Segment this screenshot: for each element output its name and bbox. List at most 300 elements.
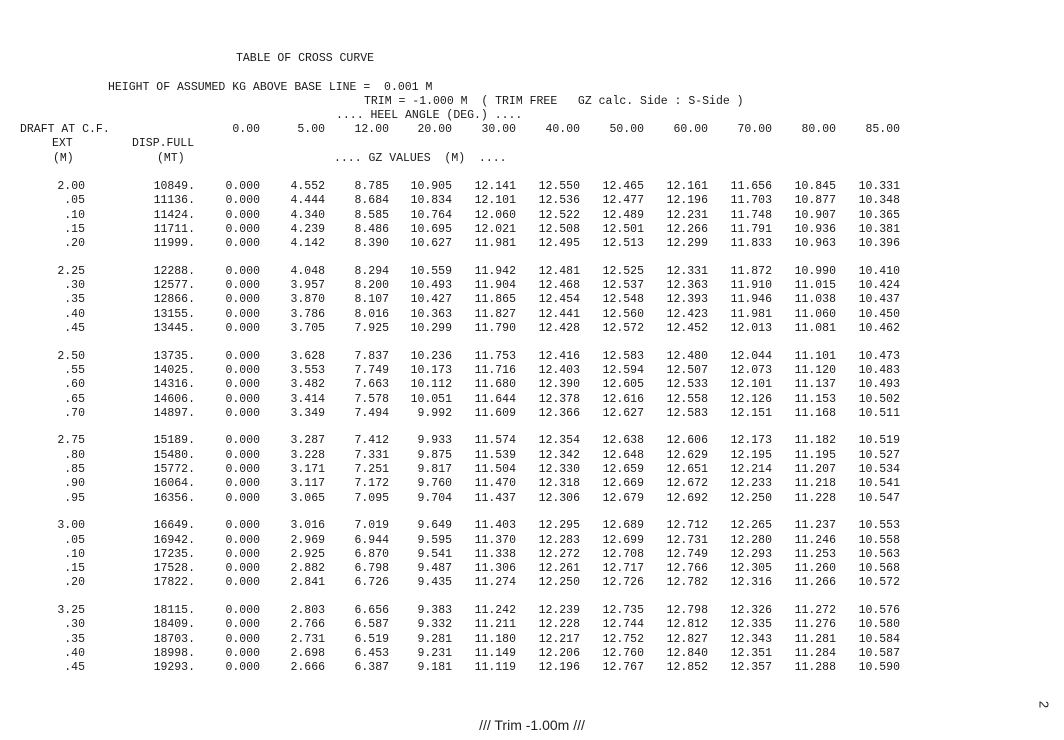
gz-40-cell: 12.228 <box>538 618 580 632</box>
gz-30-cell: 11.716 <box>474 363 516 377</box>
gz-5-cell: 2.766 <box>290 618 325 632</box>
gz-20-cell: 9.817 <box>417 463 452 476</box>
gz-30-cell: 11.274 <box>474 576 516 590</box>
gz-40-cell: 12.390 <box>538 378 580 392</box>
gz-70-cell: 12.173 <box>730 434 772 448</box>
disp-cell: 14897. <box>153 406 195 420</box>
gz-30-cell: 11.904 <box>474 279 516 293</box>
gz-5-cell: 2.698 <box>290 646 325 660</box>
disp-cell: 16942. <box>153 533 195 547</box>
draft-cell: .10 <box>64 547 85 561</box>
gz-0-cell: 0.000 <box>225 618 260 632</box>
gz-0-cell: 0.000 <box>225 322 260 335</box>
gz-60-cell: 12.782 <box>666 576 708 590</box>
gz-30-cell: 11.680 <box>474 378 516 392</box>
gz-85-cell: 10.590 <box>858 661 900 675</box>
gz-30-cell: 11.609 <box>474 406 516 420</box>
gz-0-cell: 0.000 <box>225 264 260 278</box>
gz-85-cell: 10.483 <box>858 363 900 377</box>
gz-12-cell: 6.519 <box>354 632 389 646</box>
gz-50-cell: 12.708 <box>602 547 644 561</box>
gz-40-cell: 12.206 <box>538 646 580 660</box>
draft-cell: .65 <box>64 392 85 406</box>
gz-70-cell: 11.946 <box>730 293 772 307</box>
gz-40-cell: 12.318 <box>538 477 580 491</box>
gz-20-cell: 9.992 <box>417 406 452 420</box>
heel-angle-80-00: 80.00 <box>801 123 836 136</box>
gz-80-cell: 10.845 <box>794 180 836 193</box>
gz-12-cell: 7.837 <box>354 349 389 363</box>
gz-85-cell: 10.437 <box>858 293 900 307</box>
gz-70-cell: 12.293 <box>730 547 772 561</box>
gz-0-cell: 0.000 <box>225 562 260 576</box>
gz-12-cell: 8.585 <box>354 208 389 222</box>
disp-cell: 18409. <box>153 618 195 632</box>
gz-30-cell: 11.180 <box>474 632 516 646</box>
gz-20-cell: 9.487 <box>417 562 452 576</box>
heel-angle-0-00: 0.00 <box>232 123 260 136</box>
draft-cell: .35 <box>64 632 85 646</box>
gz-50-cell: 12.627 <box>602 406 644 420</box>
heel-angle-50-00: 50.00 <box>609 123 644 136</box>
draft-cell: .20 <box>64 237 85 251</box>
gz-85-cell: 10.424 <box>858 279 900 293</box>
gz-5-cell: 3.628 <box>290 349 325 363</box>
heel-angle-5-00: 5.00 <box>297 123 325 136</box>
gz-60-cell: 12.231 <box>666 208 708 222</box>
gz-60-cell: 12.606 <box>666 434 708 448</box>
gz-85-cell: 10.348 <box>858 194 900 208</box>
gz-12-cell: 6.387 <box>354 661 389 675</box>
draft-cell: 2.50 <box>57 349 85 363</box>
gz-40-cell: 12.239 <box>538 604 580 617</box>
gz-5-cell: 3.705 <box>290 322 325 335</box>
gz-5-cell: 4.340 <box>290 208 325 222</box>
gz-12-cell: 6.944 <box>354 533 389 547</box>
gz-70-cell: 12.073 <box>730 363 772 377</box>
gz-85-cell: 10.576 <box>858 604 900 617</box>
gz-5-cell: 3.786 <box>290 307 325 321</box>
gz-50-cell: 12.648 <box>602 448 644 462</box>
gz-0-cell: 0.000 <box>225 646 260 660</box>
gz-60-cell: 12.852 <box>666 661 708 675</box>
gz-85-cell: 10.381 <box>858 222 900 236</box>
gz-85-cell: 10.553 <box>858 519 900 533</box>
gz-values-label: .... GZ VALUES (M) .... <box>334 152 507 165</box>
gz-70-cell: 12.013 <box>730 322 772 335</box>
disp-cell: 18998. <box>153 646 195 660</box>
gz-60-cell: 12.423 <box>666 307 708 321</box>
draft-cell: 3.25 <box>57 604 85 617</box>
gz-85-cell: 10.493 <box>858 378 900 392</box>
gz-20-cell: 10.051 <box>410 392 452 406</box>
gz-80-cell: 11.284 <box>794 646 836 660</box>
gz-80-cell: 11.266 <box>794 576 836 590</box>
gz-0-cell: 0.000 <box>225 491 260 505</box>
gz-85-cell: 10.572 <box>858 576 900 590</box>
gz-70-cell: 12.357 <box>730 661 772 675</box>
gz-12-cell: 7.412 <box>354 434 389 448</box>
gz-12-cell: 6.798 <box>354 562 389 576</box>
heel-angle-70-00: 70.00 <box>737 123 772 136</box>
draft-cell: .40 <box>64 307 85 321</box>
heel-angle-12-00: 12.00 <box>354 123 389 136</box>
gz-5-cell: 2.731 <box>290 632 325 646</box>
gz-5-cell: 2.969 <box>290 533 325 547</box>
gz-85-cell: 10.331 <box>858 180 900 193</box>
gz-40-cell: 12.272 <box>538 547 580 561</box>
gz-30-cell: 11.306 <box>474 562 516 576</box>
gz-60-cell: 12.480 <box>666 349 708 363</box>
gz-70-cell: 11.910 <box>730 279 772 293</box>
gz-20-cell: 10.363 <box>410 307 452 321</box>
gz-80-cell: 11.246 <box>794 533 836 547</box>
disp-cell: 11711. <box>153 222 195 236</box>
draft-label: DRAFT AT C.F. <box>20 123 110 136</box>
gz-30-cell: 11.827 <box>474 307 516 321</box>
gz-60-cell: 12.731 <box>666 533 708 547</box>
gz-12-cell: 6.587 <box>354 618 389 632</box>
gz-85-cell: 10.519 <box>858 434 900 448</box>
gz-40-cell: 12.330 <box>538 463 580 476</box>
gz-5-cell: 3.228 <box>290 448 325 462</box>
gz-50-cell: 12.605 <box>602 378 644 392</box>
disp-cell: 12288. <box>153 264 195 278</box>
gz-50-cell: 12.537 <box>602 279 644 293</box>
gz-80-cell: 11.281 <box>794 632 836 646</box>
draft-cell: 2.00 <box>57 180 85 193</box>
gz-5-cell: 3.349 <box>290 406 325 420</box>
disp-cell: 17528. <box>153 562 195 576</box>
gz-30-cell: 11.470 <box>474 477 516 491</box>
gz-30-cell: 11.865 <box>474 293 516 307</box>
gz-0-cell: 0.000 <box>225 477 260 491</box>
gz-12-cell: 7.925 <box>354 322 389 335</box>
gz-12-cell: 8.785 <box>354 180 389 193</box>
gz-80-cell: 11.228 <box>794 491 836 505</box>
gz-12-cell: 8.294 <box>354 264 389 278</box>
gz-40-cell: 12.403 <box>538 363 580 377</box>
gz-20-cell: 9.649 <box>417 519 452 533</box>
gz-60-cell: 12.331 <box>666 264 708 278</box>
gz-0-cell: 0.000 <box>225 434 260 448</box>
gz-70-cell: 12.195 <box>730 448 772 462</box>
gz-0-cell: 0.000 <box>225 519 260 533</box>
gz-30-cell: 12.101 <box>474 194 516 208</box>
gz-0-cell: 0.000 <box>225 576 260 590</box>
gz-30-cell: 11.242 <box>474 604 516 617</box>
gz-5-cell: 2.882 <box>290 562 325 576</box>
disp-cell: 15772. <box>153 463 195 476</box>
gz-85-cell: 10.558 <box>858 533 900 547</box>
gz-20-cell: 9.875 <box>417 448 452 462</box>
gz-70-cell: 12.280 <box>730 533 772 547</box>
gz-5-cell: 2.925 <box>290 547 325 561</box>
gz-80-cell: 11.260 <box>794 562 836 576</box>
gz-85-cell: 10.584 <box>858 632 900 646</box>
disp-cell: 15480. <box>153 448 195 462</box>
gz-50-cell: 12.572 <box>602 322 644 335</box>
gz-60-cell: 12.583 <box>666 406 708 420</box>
gz-20-cell: 9.760 <box>417 477 452 491</box>
gz-5-cell: 3.287 <box>290 434 325 448</box>
gz-12-cell: 7.749 <box>354 363 389 377</box>
gz-40-cell: 12.354 <box>538 434 580 448</box>
gz-12-cell: 8.486 <box>354 222 389 236</box>
disp-cell: 19293. <box>153 661 195 675</box>
heel-angle-30-00: 30.00 <box>481 123 516 136</box>
gz-70-cell: 11.748 <box>730 208 772 222</box>
trim-line: TRIM = -1.000 M ( TRIM FREE GZ calc. Side : S-Side ) <box>364 95 744 108</box>
gz-30-cell: 11.790 <box>474 322 516 335</box>
gz-30-cell: 11.149 <box>474 646 516 660</box>
gz-30-cell: 11.942 <box>474 264 516 278</box>
gz-0-cell: 0.000 <box>225 463 260 476</box>
draft-cell: 2.75 <box>57 434 85 448</box>
gz-80-cell: 10.963 <box>794 237 836 251</box>
gz-12-cell: 7.095 <box>354 491 389 505</box>
gz-50-cell: 12.735 <box>602 604 644 617</box>
gz-80-cell: 11.081 <box>794 322 836 335</box>
disp-cell: 13445. <box>153 322 195 335</box>
gz-50-cell: 12.513 <box>602 237 644 251</box>
gz-0-cell: 0.000 <box>225 222 260 236</box>
draft-cell: .35 <box>64 293 85 307</box>
gz-40-cell: 12.378 <box>538 392 580 406</box>
heel-angle-header: .... HEEL ANGLE (DEG.) .... <box>336 109 523 122</box>
gz-40-cell: 12.283 <box>538 533 580 547</box>
gz-50-cell: 12.767 <box>602 661 644 675</box>
gz-60-cell: 12.651 <box>666 463 708 476</box>
gz-20-cell: 9.181 <box>417 661 452 675</box>
gz-5-cell: 3.870 <box>290 293 325 307</box>
gz-85-cell: 10.450 <box>858 307 900 321</box>
gz-80-cell: 11.137 <box>794 378 836 392</box>
gz-12-cell: 8.107 <box>354 293 389 307</box>
gz-70-cell: 12.265 <box>730 519 772 533</box>
disp-cell: 14025. <box>153 363 195 377</box>
gz-40-cell: 12.261 <box>538 562 580 576</box>
gz-0-cell: 0.000 <box>225 349 260 363</box>
gz-70-cell: 11.791 <box>730 222 772 236</box>
gz-80-cell: 11.207 <box>794 463 836 476</box>
gz-70-cell: 12.305 <box>730 562 772 576</box>
disp-cell: 17822. <box>153 576 195 590</box>
gz-60-cell: 12.812 <box>666 618 708 632</box>
gz-80-cell: 11.272 <box>794 604 836 617</box>
gz-30-cell: 12.060 <box>474 208 516 222</box>
disp-cell: 14316. <box>153 378 195 392</box>
gz-20-cell: 9.332 <box>417 618 452 632</box>
gz-50-cell: 12.525 <box>602 264 644 278</box>
gz-70-cell: 12.316 <box>730 576 772 590</box>
gz-70-cell: 12.044 <box>730 349 772 363</box>
draft-cell: .15 <box>64 222 85 236</box>
draft-cell: .90 <box>64 477 85 491</box>
disp-cell: 17235. <box>153 547 195 561</box>
gz-40-cell: 12.495 <box>538 237 580 251</box>
gz-5-cell: 4.239 <box>290 222 325 236</box>
gz-12-cell: 6.726 <box>354 576 389 590</box>
gz-50-cell: 12.594 <box>602 363 644 377</box>
gz-12-cell: 7.494 <box>354 406 389 420</box>
gz-70-cell: 11.981 <box>730 307 772 321</box>
gz-20-cell: 9.435 <box>417 576 452 590</box>
kg-height-line: HEIGHT OF ASSUMED KG ABOVE BASE LINE = 0.001 M <box>108 81 433 94</box>
gz-70-cell: 12.214 <box>730 463 772 476</box>
gz-20-cell: 9.704 <box>417 491 452 505</box>
gz-0-cell: 0.000 <box>225 208 260 222</box>
gz-80-cell: 11.060 <box>794 307 836 321</box>
gz-5-cell: 3.117 <box>290 477 325 491</box>
gz-40-cell: 12.295 <box>538 519 580 533</box>
gz-40-cell: 12.508 <box>538 222 580 236</box>
gz-40-cell: 12.306 <box>538 491 580 505</box>
gz-85-cell: 10.365 <box>858 208 900 222</box>
heel-angle-20-00: 20.00 <box>417 123 452 136</box>
gz-0-cell: 0.000 <box>225 392 260 406</box>
gz-40-cell: 12.536 <box>538 194 580 208</box>
gz-50-cell: 12.583 <box>602 349 644 363</box>
draft-cell: 2.25 <box>57 264 85 278</box>
gz-60-cell: 12.827 <box>666 632 708 646</box>
gz-60-cell: 12.749 <box>666 547 708 561</box>
gz-50-cell: 12.726 <box>602 576 644 590</box>
gz-20-cell: 9.281 <box>417 632 452 646</box>
gz-70-cell: 12.151 <box>730 406 772 420</box>
gz-5-cell: 3.957 <box>290 279 325 293</box>
gz-60-cell: 12.363 <box>666 279 708 293</box>
gz-70-cell: 12.250 <box>730 491 772 505</box>
table-title: TABLE OF CROSS CURVE <box>236 52 375 65</box>
disp-cell: 11999. <box>153 237 195 251</box>
gz-50-cell: 12.717 <box>602 562 644 576</box>
gz-40-cell: 12.454 <box>538 293 580 307</box>
gz-60-cell: 12.629 <box>666 448 708 462</box>
gz-30-cell: 11.504 <box>474 463 516 476</box>
gz-50-cell: 12.465 <box>602 180 644 193</box>
gz-5-cell: 4.048 <box>290 264 325 278</box>
gz-85-cell: 10.502 <box>858 392 900 406</box>
gz-5-cell: 3.065 <box>290 491 325 505</box>
gz-80-cell: 11.288 <box>794 661 836 675</box>
gz-20-cell: 10.236 <box>410 349 452 363</box>
draft-cell: .45 <box>64 322 85 335</box>
gz-30-cell: 11.338 <box>474 547 516 561</box>
draft-cell: .45 <box>64 661 85 675</box>
gz-12-cell: 8.016 <box>354 307 389 321</box>
gz-50-cell: 12.501 <box>602 222 644 236</box>
gz-0-cell: 0.000 <box>225 632 260 646</box>
gz-50-cell: 12.679 <box>602 491 644 505</box>
gz-80-cell: 11.168 <box>794 406 836 420</box>
gz-60-cell: 12.766 <box>666 562 708 576</box>
gz-20-cell: 10.834 <box>410 194 452 208</box>
gz-60-cell: 12.161 <box>666 180 708 193</box>
disp-cell: 16649. <box>153 519 195 533</box>
gz-0-cell: 0.000 <box>225 661 260 675</box>
gz-12-cell: 8.200 <box>354 279 389 293</box>
gz-50-cell: 12.489 <box>602 208 644 222</box>
disp-cell: 16064. <box>153 477 195 491</box>
gz-50-cell: 12.752 <box>602 632 644 646</box>
draft-cell: .15 <box>64 562 85 576</box>
gz-0-cell: 0.000 <box>225 194 260 208</box>
gz-30-cell: 12.141 <box>474 180 516 193</box>
gz-40-cell: 12.250 <box>538 576 580 590</box>
gz-20-cell: 10.559 <box>410 264 452 278</box>
gz-60-cell: 12.452 <box>666 322 708 335</box>
gz-80-cell: 10.907 <box>794 208 836 222</box>
gz-60-cell: 12.798 <box>666 604 708 617</box>
gz-80-cell: 10.990 <box>794 264 836 278</box>
disp-cell: 18703. <box>153 632 195 646</box>
gz-80-cell: 11.153 <box>794 392 836 406</box>
gz-80-cell: 11.182 <box>794 434 836 448</box>
disp-cell: 16356. <box>153 491 195 505</box>
draft-cell: .40 <box>64 646 85 660</box>
gz-50-cell: 12.638 <box>602 434 644 448</box>
footer-trim-note: /// Trim -1.00m /// <box>479 717 585 733</box>
gz-40-cell: 12.522 <box>538 208 580 222</box>
gz-40-cell: 12.342 <box>538 448 580 462</box>
gz-60-cell: 12.672 <box>666 477 708 491</box>
gz-0-cell: 0.000 <box>225 363 260 377</box>
gz-70-cell: 12.343 <box>730 632 772 646</box>
gz-20-cell: 9.541 <box>417 547 452 561</box>
disp-cell: 15189. <box>153 434 195 448</box>
gz-50-cell: 12.659 <box>602 463 644 476</box>
gz-60-cell: 12.507 <box>666 363 708 377</box>
gz-5-cell: 3.553 <box>290 363 325 377</box>
draft-cell: .05 <box>64 533 85 547</box>
disp-cell: 12866. <box>153 293 195 307</box>
gz-80-cell: 11.276 <box>794 618 836 632</box>
gz-60-cell: 12.712 <box>666 519 708 533</box>
gz-0-cell: 0.000 <box>225 307 260 321</box>
ext-label: EXT <box>52 137 73 150</box>
gz-50-cell: 12.669 <box>602 477 644 491</box>
draft-cell: .60 <box>64 378 85 392</box>
gz-5-cell: 2.841 <box>290 576 325 590</box>
gz-30-cell: 11.403 <box>474 519 516 533</box>
gz-85-cell: 10.462 <box>858 322 900 335</box>
gz-85-cell: 10.534 <box>858 463 900 476</box>
gz-12-cell: 7.251 <box>354 463 389 476</box>
disp-cell: 11424. <box>153 208 195 222</box>
gz-12-cell: 8.390 <box>354 237 389 251</box>
gz-80-cell: 11.101 <box>794 349 836 363</box>
gz-70-cell: 12.351 <box>730 646 772 660</box>
gz-20-cell: 10.695 <box>410 222 452 236</box>
gz-70-cell: 12.126 <box>730 392 772 406</box>
gz-85-cell: 10.396 <box>858 237 900 251</box>
gz-0-cell: 0.000 <box>225 237 260 251</box>
gz-30-cell: 12.021 <box>474 222 516 236</box>
gz-40-cell: 12.416 <box>538 349 580 363</box>
gz-12-cell: 7.578 <box>354 392 389 406</box>
gz-40-cell: 12.217 <box>538 632 580 646</box>
gz-30-cell: 11.211 <box>474 618 516 632</box>
draft-unit-label: (M) <box>53 152 74 165</box>
gz-70-cell: 12.326 <box>730 604 772 617</box>
gz-12-cell: 7.331 <box>354 448 389 462</box>
gz-85-cell: 10.563 <box>858 547 900 561</box>
gz-5-cell: 3.414 <box>290 392 325 406</box>
gz-20-cell: 9.383 <box>417 604 452 617</box>
gz-12-cell: 7.663 <box>354 378 389 392</box>
disp-label: DISP.FULL <box>132 137 195 150</box>
